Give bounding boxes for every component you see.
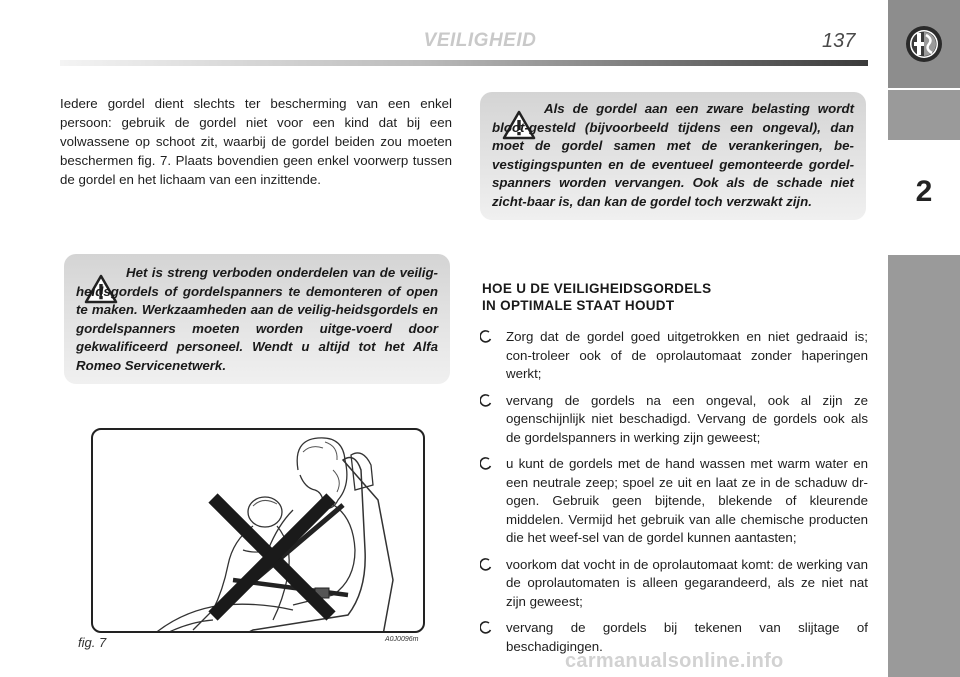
list-item-text: u kunt de gordels met de hand wassen met warm water en een neutrale zeep; spoel ze uit en laat ze in de schaduw dr-ogen. Gebruik geen bijtende, blekende of kleurende middelen. Vermijd het gebruik van alle chemische producten die het weef-sel van de gordel kunnen aantasten; [506,456,868,545]
list-item-text: Zorg dat de gordel goed uitgetrokken en niet gedraaid is; con-troleer ook of de oprolautomaat zonder haperingen werkt; [506,329,868,381]
list-item [480,392,868,448]
warning-box-right [480,92,866,220]
list-item [480,328,868,384]
bullet-circle-icon [480,558,492,572]
section-heading-line-2: IN OPTIMALE STAAT HOUDT [482,298,675,313]
bullet-circle-icon [480,621,492,635]
running-header-title: VEILIGHEID [423,30,537,51]
list-item-text: voorkom dat vocht in de oprolautomaat komt: de werking van de oprolautomaten is alleen gegarandeerd, als ze niet nat zijn geweest; [506,556,868,609]
figure-child-on-lap-illustration [91,428,425,633]
warning-text-left: Het is streng verboden onderdelen van de veilig-heidsgordels of gordelspanners te demonteren of open te maken. Werkzaamheden aan de veilig-heidsgordels en gordelspanners moeten worden uitge-voerd door gekwalificeerd personeel. Wendt u altijd tot het Alfa Romeo Servicenetwerk. [76,265,438,373]
header-rule [60,60,868,66]
bullet-circle-icon [480,330,492,344]
bullet-circle-icon [480,457,492,471]
figure-caption: fig. 7 [78,635,107,650]
list-item [480,556,868,612]
list-item-text: vervang de gordels bij tekenen van slijtage of beschadigingen. [506,620,868,654]
alfa-romeo-logo [905,25,943,63]
figure-code: A0J0096m [385,636,419,643]
list-item [480,455,868,548]
section-heading-line-1: HOE U DE VEILIGHEIDSGORDELS [482,281,712,296]
maintenance-list [480,328,868,664]
intro-paragraph: Iedere gordel dient slechts ter bescherming van een enkel persoon: gebruik de gordel niet voor een kind dat bij een volwassene op schoot zit, waarbij de gordel beiden zou moeten beschermen fig. 7. Plaats bovendien geen enkel voorwerp tussen de gordel en het lichaam van een inzittende. [60,96,452,187]
bullet-circle-icon [480,394,492,408]
page-number: 137 [822,30,856,52]
chapter-number: 2 [915,175,933,208]
section-heading [482,280,812,314]
watermark-text: carmanualsonline.info [565,650,784,672]
warning-box-left [64,254,450,384]
list-item-text: vervang de gordels na een ongeval, ook al zijn ze ogenschijnlijk niet beschadigd. Vervang de gordels ook als de gordelspanners in werking zijn geweest; [506,392,868,445]
chapter-side-tab [888,0,960,677]
child-on-lap-drawing [93,430,425,633]
warning-text-right: Als de gordel aan een zware belasting wordt bloot-gesteld (bijvoorbeeld tijdens een ongeval), dan moet de gordel samen met de verankeringen, be-vestigingspunten en de eventueel gemonteerde gordel-spanners worden vervangen. Ook als de schade niet zicht-baar is, dan kan de gordel toch verzwakt zijn. [492,101,854,209]
